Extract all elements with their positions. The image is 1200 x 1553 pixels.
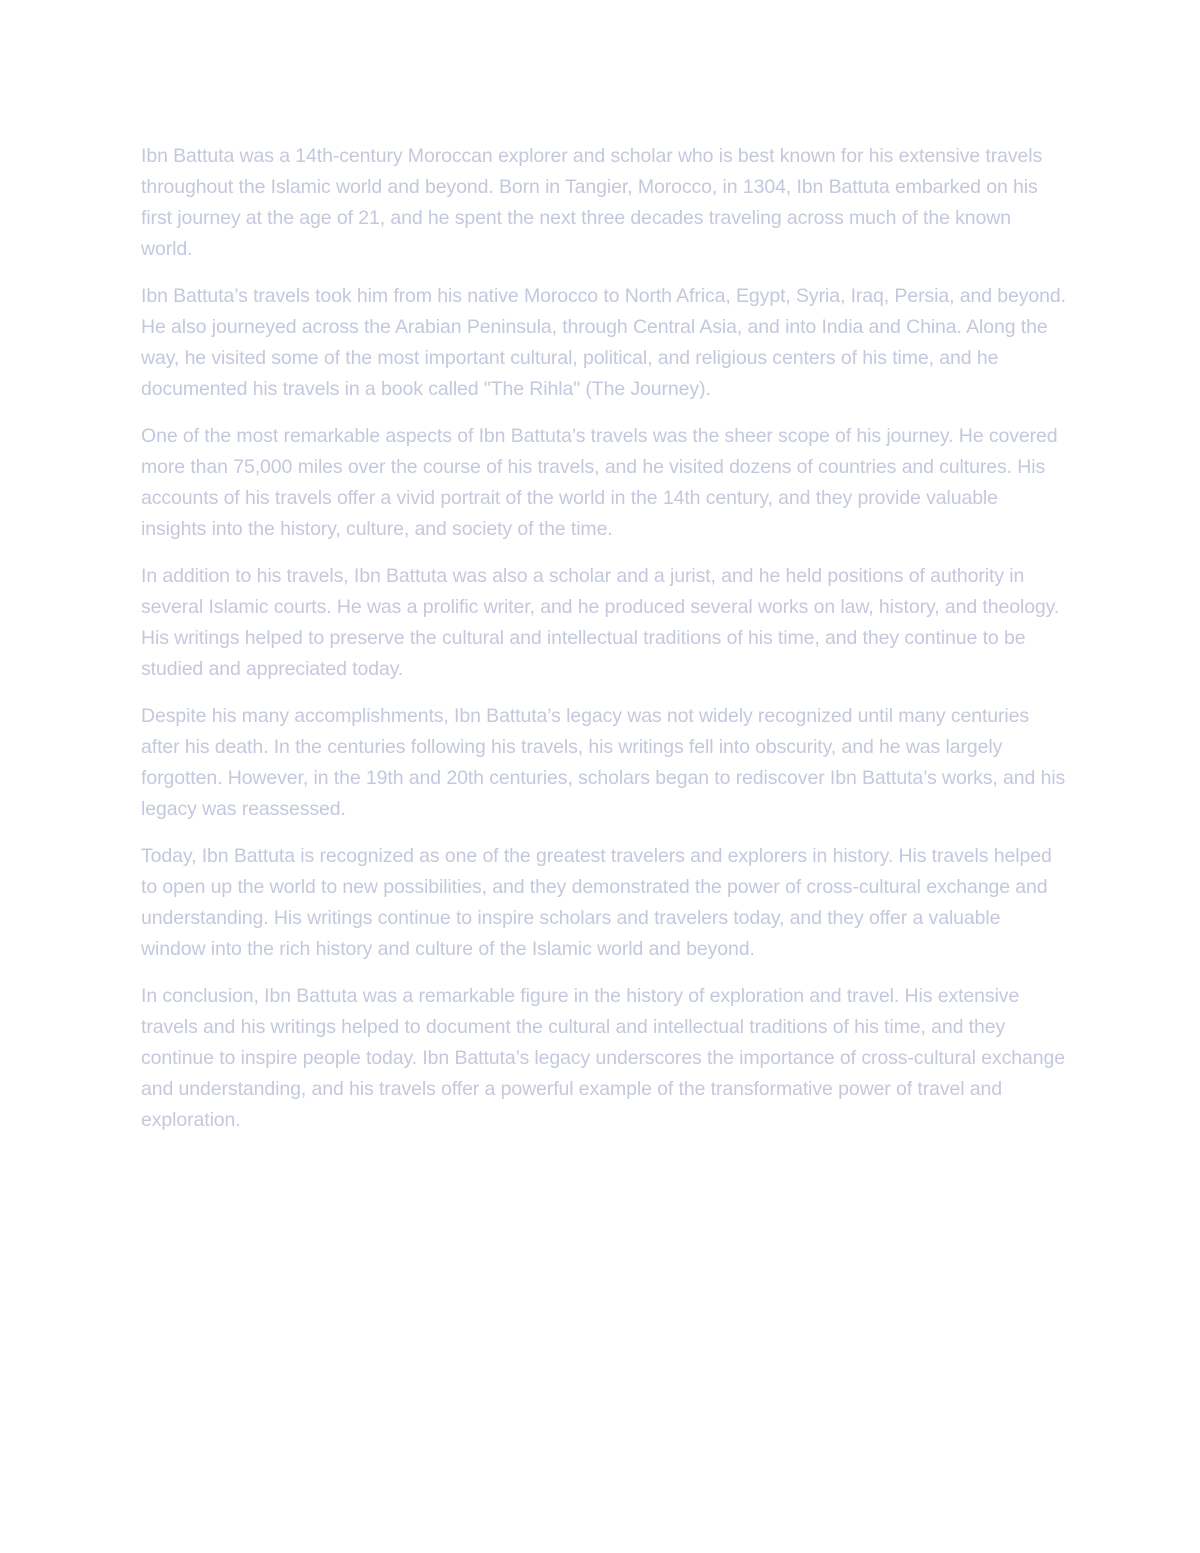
paragraph-1: Ibn Battuta was a 14th-century Moroccan explorer and scholar who is best known for his extensive travels throughout the Islamic world and beyond. Born in Tangier, Morocco, in 1304, Ibn Battuta embarked on his first journey at the age of 21, and he spent the next three decades traveling across much of the known world.	[141, 145, 1043, 260]
paragraph-7: In conclusion, Ibn Battuta was a remarkable figure in the history of exploration and travel. His extensive travels and his writings helped to document the cultural and intellectual traditions of his time, and they continue to inspire people today. Ibn Battuta’s legacy underscores the importance of cross-cultural exchange and understanding, and his travels offer a powerful example of the transformative power of travel and exploration.	[141, 985, 1065, 1131]
paragraph-6: Today, Ibn Battuta is recognized as one of the greatest travelers and explorers in history. His travels helped to open up the world to new possibilities, and they demonstrated the power of cross-cultural exchange and understanding. His writings continue to inspire scholars and travelers today, and they offer a valuable window into the rich history and culture of the Islamic world and beyond.	[141, 845, 1052, 960]
paragraph-4: In addition to his travels, Ibn Battuta was also a scholar and a jurist, and he held positions of authority in several Islamic courts. He was a prolific writer, and he produced several works on law, history, and theology. His writings helped to preserve the cultural and intellectual traditions of his time, and they continue to be studied and appreciated today.	[141, 565, 1060, 680]
document-body	[141, 141, 1066, 1152]
paragraph-3: One of the most remarkable aspects of Ibn Battuta’s travels was the sheer scope of his journey. He covered more than 75,000 miles over the course of his travels, and he visited dozens of countries and cultures. His accounts of his travels offer a vivid portrait of the world in the 14th century, and they provide valuable insights into the history, culture, and society of the time.	[141, 425, 1058, 540]
paragraph-5: Despite his many accomplishments, Ibn Battuta’s legacy was not widely recognized until many centuries after his death. In the centuries following his travels, his writings fell into obscurity, and he was largely forgotten. However, in the 19th and 20th centuries, scholars began to rediscover Ibn Battuta’s works, and his legacy was reassessed.	[141, 705, 1066, 820]
paragraph-2: Ibn Battuta’s travels took him from his native Morocco to North Africa, Egypt, Syria, Iraq, Persia, and beyond. He also journeyed across the Arabian Peninsula, through Central Asia, and into India and China. Along the way, he visited some of the most important cultural, political, and religious centers of his time, and he documented his travels in a book called "The Rihla" (The Journey).	[141, 285, 1066, 400]
